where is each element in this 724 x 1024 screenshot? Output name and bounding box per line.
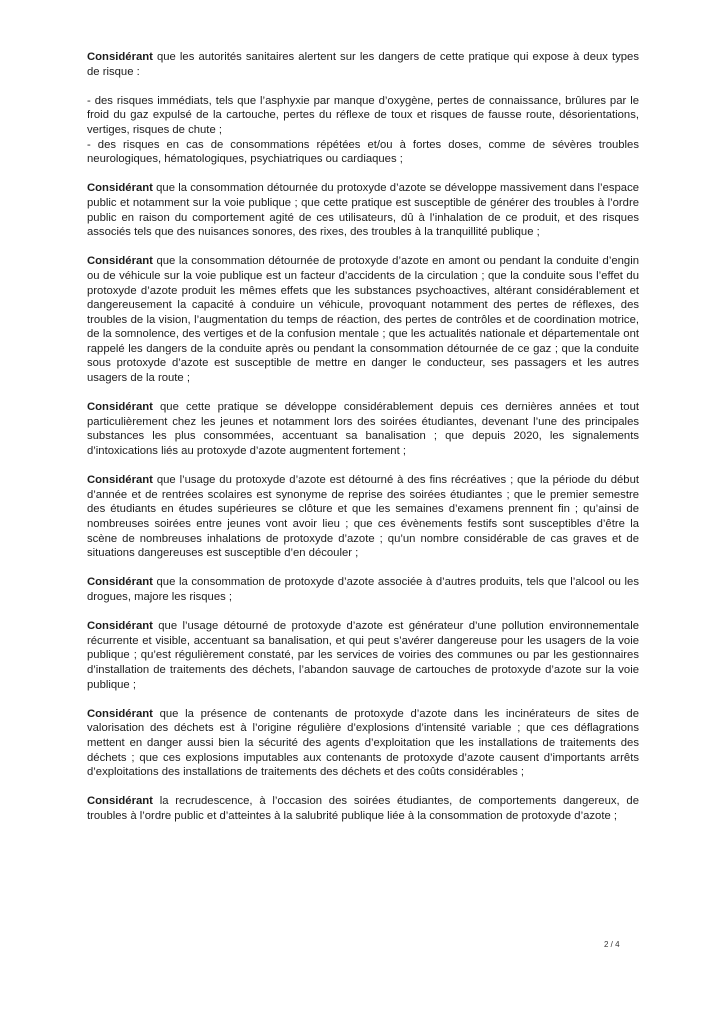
considerant-keyword: Considérant [87,401,153,414]
paragraph-text: que l’usage détourné de protoxyde d’azote est générateur d’une pollution environnementale récurrente et visible, accentuant sa banalisation, et qui peut s’avérer dangereuse pour les usagers de la voie publique ; qu’est régulièrement constaté, par les services de voiries des communes ou par les gestionnaires d’installation de traitements des déchets, l’abandon sauvage de cartouches de protoxyde d’azote sur la voie publique ; [87,620,639,691]
paragraph-considerant-7 [87,619,639,692]
considerant-keyword: Considérant [87,707,153,720]
considerant-keyword: Considérant [87,51,153,63]
risk-item-repeated [87,138,639,167]
considerant-keyword: Considérant [87,182,153,195]
page-number: 2 / 4 [604,940,620,949]
paragraph-text: la recrudescence, à l’occasion des soirées étudiantes, de comportements dangereux, de troubles à l’ordre public et d’atteintes à la salubrité publique liée à la consommation de protoxyde d’azote ; [87,795,639,822]
paragraph-text: - des risques en cas de consommations répétées et/ou à fortes doses, comme de sévères troubles neurologiques, hématologiques, psychiatriques ou cardiaques ; [87,138,639,166]
paragraph-text: que les autorités sanitaires alertent sur les dangers de cette pratique qui expose à deux types de risque : [87,51,639,78]
paragraph-considerant-9 [87,794,639,823]
risk-item-immediate [87,94,639,138]
paragraph-considerant-2 [87,181,639,239]
paragraph-text: que la consommation de protoxyde d’azote associée à d’autres produits, tels que l’alcool ou les drogues, majore les risques ; [87,576,639,603]
considerant-keyword: Considérant [87,620,153,633]
paragraph-text: que la consommation détournée de protoxyde d’azote en amont ou pendant la conduite d’engin ou de véhicule sur la voie publique est un facteur d’accidents de la circulation ; que la conduite sous l’effet du protoxyde d’azote produit les mêmes effets que les substances psychoactives, altérant considérablement et dangereusement la capacité à conduire un véhicule, provoquant notamment des pertes de réflexes, des troubles de la vision, l’augmentation du temps de réaction, des pertes de contrôles et de coordination motrice, de la somnolence, des vertiges et de la confusion mentale ; que les actualités nationale et départementale ont rappelé les dangers de la conduite après ou pendant la consommation détournée de ce gaz ; que la conduite sous protoxyde d’azote est susceptible de mettre en danger le conducteur, ses passagers et les autres usagers de la route ; [87,255,639,385]
document-body [87,50,639,838]
paragraph-considerant-8 [87,707,639,780]
paragraph-text: - des risques immédiats, tels que l’asphyxie par manque d’oxygène, pertes de connaissance, brûlures par le froid du gaz expulsé de la cartouche, pertes du réflexe de toux et risques de fausse route, désorientations, vertiges, risques de chute ; [87,94,639,136]
paragraph-text: que la présence de contenants de protoxyde d’azote dans les incinérateurs de sites de valorisation des déchets est à l’origine régulière d’explosions d’intensité variable ; que ces déflagrations mettent en danger aussi bien la sécurité des agents d’exploitation que les installations de traitements des déchets ; que ces explosions imputables aux contenants de protoxyde d’azote causent d’importants arrêts d’exploitations des installations de traitements des déchets et des coûts considérables ; [87,707,639,779]
paragraph-considerant-1 [87,50,639,79]
paragraph-considerant-6 [87,575,639,604]
paragraph-considerant-3 [87,254,639,385]
paragraph-text: que cette pratique se développe considérablement depuis ces dernières années et tout particulièrement chez les jeunes et notamment lors des soirées étudiantes, devenant l’une des principales substances les plus consommées, accentuant sa banalisation ; que depuis 2020, les signalements d’intoxications liés au protoxyde d’azote augmentent fortement ; [87,401,639,458]
paragraph-text: que la consommation détournée du protoxyde d’azote se développe massivement dans l’espace public et notamment sur la voie publique ; que cette pratique est susceptible de générer des troubles à l’ordre public en raison du comportement agité de ces utilisateurs, dû à l’inhalation de ce produit, et des risques associés tels que des nuisances sonores, des rixes, des troubles à la tranquillité publique ; [87,182,639,239]
considerant-keyword: Considérant [87,255,153,268]
considerant-keyword: Considérant [87,474,153,487]
considerant-keyword: Considérant [87,795,153,808]
paragraph-considerant-4 [87,400,639,458]
considerant-keyword: Considérant [87,576,153,589]
paragraph-considerant-5 [87,473,639,561]
paragraph-text: que l’usage du protoxyde d’azote est détourné à des fins récréatives ; que la période du début d’année et de rentrées scolaires est synonyme de reprise des soirées étudiantes ; que le premier semestre des étudiants en études supérieures se clôture et que les semaines d’examens prennent fin ; qu’ainsi de nombreuses soirées entre jeunes vont avoir lieu ; que ces évènements festifs sont susceptibles d’être la scène de nombreuses inhalations de protoxyde d’azote ; qu’un nombre considérable de cas graves et de situations dangereuses est susceptible d’en découler ; [87,474,639,560]
